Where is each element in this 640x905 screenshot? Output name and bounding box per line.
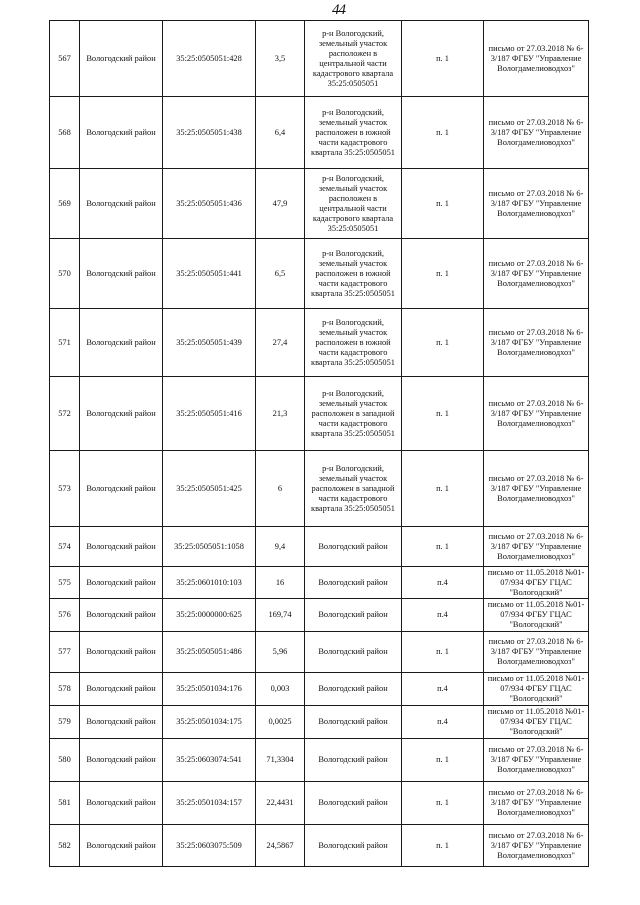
row-number: 578 bbox=[50, 673, 80, 706]
clause-cell: п.4 bbox=[402, 567, 484, 599]
source-document-cell: письмо от 27.03.2018 № 6-3/187 ФГБУ "Управление Вологдамелиоводхоз" bbox=[484, 825, 589, 867]
location-description-cell: Вологодский район bbox=[305, 706, 402, 739]
table-row bbox=[50, 739, 589, 782]
source-document-cell: письмо от 27.03.2018 № 6-3/187 ФГБУ "Управление Вологдамелиоводхоз" bbox=[484, 632, 589, 673]
clause-cell: п. 1 bbox=[402, 169, 484, 239]
clause-cell: п. 1 bbox=[402, 527, 484, 567]
area-cell: 27,4 bbox=[256, 309, 305, 377]
page-number: 44 bbox=[332, 2, 345, 18]
area-cell: 21,3 bbox=[256, 377, 305, 451]
area-cell: 169,74 bbox=[256, 599, 305, 632]
area-cell: 3,5 bbox=[256, 21, 305, 97]
table-row bbox=[50, 97, 589, 169]
district-cell: Вологодский район bbox=[80, 825, 163, 867]
area-cell: 71,3304 bbox=[256, 739, 305, 782]
clause-cell: п. 1 bbox=[402, 782, 484, 825]
location-description-cell: р-н Вологодский, земельный участок расположен в южной части кадастрового квартала 35:25:0505051 bbox=[305, 309, 402, 377]
cadastral-number-cell: 35:25:0505051:428 bbox=[163, 21, 256, 97]
area-cell: 6,5 bbox=[256, 239, 305, 309]
table-row bbox=[50, 21, 589, 97]
row-number: 572 bbox=[50, 377, 80, 451]
cadastral-number-cell: 35:25:0505051:416 bbox=[163, 377, 256, 451]
source-document-cell: письмо от 11.05.2018 №01-07/934 ФГБУ ГЦАС "Вологодский" bbox=[484, 673, 589, 706]
cadastral-number-cell: 35:25:0603074:541 bbox=[163, 739, 256, 782]
row-number: 567 bbox=[50, 21, 80, 97]
district-cell: Вологодский район bbox=[80, 599, 163, 632]
cadastral-number-cell: 35:25:0603075:509 bbox=[163, 825, 256, 867]
area-cell: 47,9 bbox=[256, 169, 305, 239]
source-document-cell: письмо от 27.03.2018 № 6-3/187 ФГБУ "Управление Вологдамелиоводхоз" bbox=[484, 451, 589, 527]
table-row bbox=[50, 451, 589, 527]
table-row bbox=[50, 309, 589, 377]
clause-cell: п. 1 bbox=[402, 309, 484, 377]
location-description-cell: Вологодский район bbox=[305, 527, 402, 567]
area-cell: 24,5867 bbox=[256, 825, 305, 867]
row-number: 580 bbox=[50, 739, 80, 782]
cadastral-number-cell: 35:25:0501034:157 bbox=[163, 782, 256, 825]
clause-cell: п. 1 bbox=[402, 739, 484, 782]
area-cell: 6,4 bbox=[256, 97, 305, 169]
cadastral-number-cell: 35:25:0601010:103 bbox=[163, 567, 256, 599]
district-cell: Вологодский район bbox=[80, 21, 163, 97]
row-number: 582 bbox=[50, 825, 80, 867]
location-description-cell: р-н Вологодский, земельный участок расположен в западной части кадастрового квартала 35:25:0505051 bbox=[305, 451, 402, 527]
table-row bbox=[50, 632, 589, 673]
source-document-cell: письмо от 11.05.2018 №01-07/934 ФГБУ ГЦАС "Вологодский" bbox=[484, 599, 589, 632]
row-number: 570 bbox=[50, 239, 80, 309]
area-cell: 0,003 bbox=[256, 673, 305, 706]
table-row bbox=[50, 377, 589, 451]
row-number: 576 bbox=[50, 599, 80, 632]
clause-cell: п.4 bbox=[402, 706, 484, 739]
cadastral-number-cell: 35:25:0505051:438 bbox=[163, 97, 256, 169]
cadastral-number-cell: 35:25:0505051:425 bbox=[163, 451, 256, 527]
clause-cell: п. 1 bbox=[402, 97, 484, 169]
district-cell: Вологодский район bbox=[80, 377, 163, 451]
area-cell: 9,4 bbox=[256, 527, 305, 567]
table-row bbox=[50, 825, 589, 867]
area-cell: 6 bbox=[256, 451, 305, 527]
cadastral-number-cell: 35:25:0505051:1058 bbox=[163, 527, 256, 567]
cadastral-number-cell: 35:25:0505051:441 bbox=[163, 239, 256, 309]
location-description-cell: Вологодский район bbox=[305, 599, 402, 632]
source-document-cell: письмо от 27.03.2018 № 6-3/187 ФГБУ "Управление Вологдамелиоводхоз" bbox=[484, 739, 589, 782]
district-cell: Вологодский район bbox=[80, 527, 163, 567]
source-document-cell: письмо от 11.05.2018 №01-07/934 ФГБУ ГЦАС "Вологодский" bbox=[484, 706, 589, 739]
clause-cell: п.4 bbox=[402, 673, 484, 706]
table-row bbox=[50, 782, 589, 825]
table-row bbox=[50, 527, 589, 567]
district-cell: Вологодский район bbox=[80, 239, 163, 309]
source-document-cell: письмо от 27.03.2018 № 6-3/187 ФГБУ "Управление Вологдамелиоводхоз" bbox=[484, 527, 589, 567]
cadastral-number-cell: 35:25:0501034:175 bbox=[163, 706, 256, 739]
area-cell: 16 bbox=[256, 567, 305, 599]
location-description-cell: Вологодский район bbox=[305, 782, 402, 825]
row-number: 569 bbox=[50, 169, 80, 239]
area-cell: 22,4431 bbox=[256, 782, 305, 825]
cadastral-number-cell: 35:25:0000000:625 bbox=[163, 599, 256, 632]
source-document-cell: письмо от 27.03.2018 № 6-3/187 ФГБУ "Управление Вологдамелиоводхоз" bbox=[484, 97, 589, 169]
district-cell: Вологодский район bbox=[80, 673, 163, 706]
district-cell: Вологодский район bbox=[80, 451, 163, 527]
cadastral-number-cell: 35:25:0501034:176 bbox=[163, 673, 256, 706]
district-cell: Вологодский район bbox=[80, 309, 163, 377]
district-cell: Вологодский район bbox=[80, 782, 163, 825]
row-number: 571 bbox=[50, 309, 80, 377]
location-description-cell: р-н Вологодский, земельный участок расположен в центральной части кадастрового квартала 35:25:0505051 bbox=[305, 21, 402, 97]
source-document-cell: письмо от 27.03.2018 № 6-3/187 ФГБУ "Управление Вологдамелиоводхоз" bbox=[484, 21, 589, 97]
row-number: 573 bbox=[50, 451, 80, 527]
location-description-cell: Вологодский район bbox=[305, 673, 402, 706]
table-row bbox=[50, 673, 589, 706]
location-description-cell: Вологодский район bbox=[305, 739, 402, 782]
clause-cell: п. 1 bbox=[402, 451, 484, 527]
table-row bbox=[50, 599, 589, 632]
row-number: 574 bbox=[50, 527, 80, 567]
source-document-cell: письмо от 27.03.2018 № 6-3/187 ФГБУ "Управление Вологдамелиоводхоз" bbox=[484, 377, 589, 451]
clause-cell: п. 1 bbox=[402, 377, 484, 451]
source-document-cell: письмо от 27.03.2018 № 6-3/187 ФГБУ "Управление Вологдамелиоводхоз" bbox=[484, 169, 589, 239]
cadastral-number-cell: 35:25:0505051:436 bbox=[163, 169, 256, 239]
table-row bbox=[50, 706, 589, 739]
source-document-cell: письмо от 27.03.2018 № 6-3/187 ФГБУ "Управление Вологдамелиоводхоз" bbox=[484, 782, 589, 825]
row-number: 577 bbox=[50, 632, 80, 673]
district-cell: Вологодский район bbox=[80, 739, 163, 782]
cadastral-number-cell: 35:25:0505051:439 bbox=[163, 309, 256, 377]
location-description-cell: Вологодский район bbox=[305, 632, 402, 673]
source-document-cell: письмо от 27.03.2018 № 6-3/187 ФГБУ "Управление Вологдамелиоводхоз" bbox=[484, 309, 589, 377]
cadastral-number-cell: 35:25:0505051:486 bbox=[163, 632, 256, 673]
row-number: 575 bbox=[50, 567, 80, 599]
clause-cell: п. 1 bbox=[402, 632, 484, 673]
clause-cell: п. 1 bbox=[402, 239, 484, 309]
district-cell: Вологодский район bbox=[80, 567, 163, 599]
location-description-cell: Вологодский район bbox=[305, 825, 402, 867]
district-cell: Вологодский район bbox=[80, 169, 163, 239]
row-number: 568 bbox=[50, 97, 80, 169]
area-cell: 5,96 bbox=[256, 632, 305, 673]
location-description-cell: р-н Вологодский, земельный участок расположен в южной части кадастрового квартала 35:25:0505051 bbox=[305, 97, 402, 169]
clause-cell: п. 1 bbox=[402, 825, 484, 867]
area-cell: 0,0025 bbox=[256, 706, 305, 739]
table-row bbox=[50, 239, 589, 309]
location-description-cell: р-н Вологодский, земельный участок расположен в центральной части кадастрового квартала 35:25:0505051 bbox=[305, 169, 402, 239]
district-cell: Вологодский район bbox=[80, 706, 163, 739]
table-row bbox=[50, 567, 589, 599]
land-plots-table bbox=[49, 20, 589, 867]
location-description-cell: Вологодский район bbox=[305, 567, 402, 599]
row-number: 579 bbox=[50, 706, 80, 739]
row-number: 581 bbox=[50, 782, 80, 825]
table-body bbox=[50, 21, 589, 867]
district-cell: Вологодский район bbox=[80, 97, 163, 169]
district-cell: Вологодский район bbox=[80, 632, 163, 673]
clause-cell: п. 1 bbox=[402, 21, 484, 97]
location-description-cell: р-н Вологодский, земельный участок расположен в южной части кадастрового квартала 35:25:0505051 bbox=[305, 239, 402, 309]
source-document-cell: письмо от 27.03.2018 № 6-3/187 ФГБУ "Управление Вологдамелиоводхоз" bbox=[484, 239, 589, 309]
clause-cell: п.4 bbox=[402, 599, 484, 632]
table-row bbox=[50, 169, 589, 239]
source-document-cell: письмо от 11.05.2018 №01-07/934 ФГБУ ГЦАС "Вологодский" bbox=[484, 567, 589, 599]
location-description-cell: р-н Вологодский, земельный участок расположен в западной части кадастрового квартала 35:25:0505051 bbox=[305, 377, 402, 451]
